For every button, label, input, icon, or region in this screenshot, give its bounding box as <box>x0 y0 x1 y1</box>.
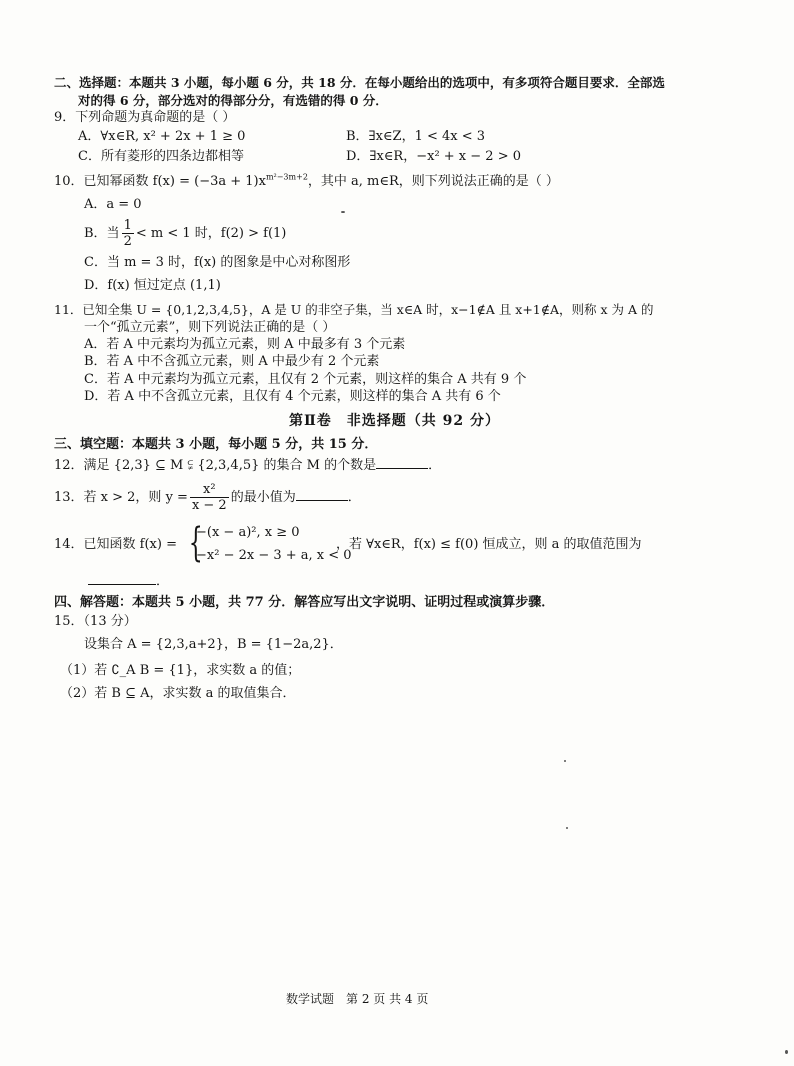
q10-option-b-post: < m < 1 时，f(2) > f(1) <box>135 226 287 241</box>
q15-part2: （2）若 B ⊆ A，求实数 a 的取值集合． <box>60 686 296 701</box>
q14-answer-blank[interactable] <box>88 572 156 585</box>
section2-heading-line1: 二、选择题：本题共 3 小题，每小题 6 分，共 18 分．在每小题给出的选项中，有多项符合题目要求．全部选 <box>54 75 665 90</box>
q14-piecewise-brace: { <box>188 520 203 566</box>
q15-part1: （1）若 ∁_A B = {1}，求实数 a 的值； <box>60 663 301 678</box>
q14-end: ． <box>156 574 170 589</box>
section2-heading-line2: 对的得 6 分，部分选对的得部分分，有选错的得 0 分． <box>78 93 388 108</box>
scan-speck <box>564 760 566 762</box>
q13-fraction <box>190 482 229 513</box>
q10-stem-post: ，其中 a, m∈R，则下列说法正确的是（ ） <box>307 174 559 189</box>
q9-option-c: C．所有菱形的四条边都相等 <box>78 149 244 164</box>
q9-option-a: A．∀x∈R, x² + 2x + 1 ≥ 0 <box>78 129 246 144</box>
q13 <box>54 481 361 515</box>
section3-heading: 三、填空题：本题共 3 小题，每小题 5 分，共 15 分． <box>54 437 378 452</box>
q10-option-a: A．a = 0 <box>84 197 142 212</box>
q13-answer-blank[interactable] <box>296 488 348 501</box>
q12-text: 12．满足 {2,3} ⊆ M ⫋ {2,3,4,5} 的集合 M 的个数是 <box>54 458 377 473</box>
q10-stem-pre: 10．已知幂函数 f(x) = (−3a + 1)x <box>54 174 266 189</box>
q10-option-b-pre: B．当 <box>84 226 120 241</box>
q10-fraction-denominator: 2 <box>123 234 132 249</box>
q10-option-b <box>84 218 286 250</box>
q13-fraction-denominator: x − 2 <box>191 498 227 513</box>
q9-stem: 9．下列命题为真命题的是（ ） <box>54 110 236 125</box>
section4-heading: 四、解答题：本题共 5 小题，共 77 分．解答应写出文字说明、证明过程或演算步骤． <box>54 595 555 610</box>
q13-fraction-numerator: x² <box>190 482 229 498</box>
q10-stem <box>54 173 559 191</box>
q9-option-b: B．∃x∈Z，1 < 4x < 3 <box>346 129 486 144</box>
q11-option-c: C．若 A 中元素均为孤立元素，且仅有 2 个元素，则这样的集合 A 共有 9 个 <box>84 372 527 387</box>
q14-text-post: ，若 ∀x∈R，f(x) ≤ f(0) 恒成立，则 a 的取值范围为 <box>336 537 642 552</box>
scan-speck <box>785 1050 788 1054</box>
q10-stem-exponent: m²−3m+2 <box>265 172 308 182</box>
q13-end: ． <box>347 490 361 505</box>
q15-setup: 设集合 A = {2,3,a+2}，B = {1−2a,2}． <box>84 637 343 652</box>
q15-label: 15．（13 分） <box>54 614 137 629</box>
q12-end: ． <box>428 458 442 473</box>
q9-option-d: D．∃x∈R，−x² + x − 2 > 0 <box>346 149 521 164</box>
q14-case1: −(x − a)², x ≥ 0 <box>196 525 300 540</box>
q13-text-mid: 的最小值为 <box>230 490 296 505</box>
q14-answer-line <box>88 572 169 591</box>
scan-speck <box>341 211 345 213</box>
q11-option-d: D．若 A 中不含孤立元素，且仅有 4 个元素，则这样的集合 A 共有 6 个 <box>84 389 501 404</box>
q11-stem-line1: 11．已知全集 U = {0,1,2,3,4,5}，A 是 U 的非空子集，当 x∈A 时，x−1∉A 且 x+1∉A，则称 x 为 A 的 <box>54 302 654 317</box>
q14-case2: −x² − 2x − 3 + a, x < 0 <box>196 548 352 563</box>
q14-text-pre: 14．已知函数 f(x) = <box>54 537 177 552</box>
scan-speck <box>566 827 568 829</box>
q10-option-c: C．当 m = 3 时，f(x) 的图象是中心对称图形 <box>84 255 351 270</box>
q11-option-a: A．若 A 中元素均为孤立元素，则 A 中最多有 3 个元素 <box>84 337 406 352</box>
q13-text-pre: 13．若 x > 2，则 y = <box>54 490 188 505</box>
page-footer: 数学试题 第 2 页 共 4 页 <box>286 992 429 1006</box>
q11-option-b: B．若 A 中不含孤立元素，则 A 中最少有 2 个元素 <box>84 354 380 369</box>
part2-title: 第Ⅱ卷 非选择题（共 92 分） <box>289 413 501 429</box>
q10-option-d: D．f(x) 恒过定点 (1,1) <box>84 278 221 293</box>
q12-answer-blank[interactable] <box>376 456 428 469</box>
q11-stem-line2: 一个“孤立元素”，则下列说法正确的是（ ） <box>84 320 336 335</box>
q10-fraction-numerator: 1 <box>123 218 132 233</box>
q12 <box>54 456 441 475</box>
q10-option-b-fraction <box>122 218 134 249</box>
